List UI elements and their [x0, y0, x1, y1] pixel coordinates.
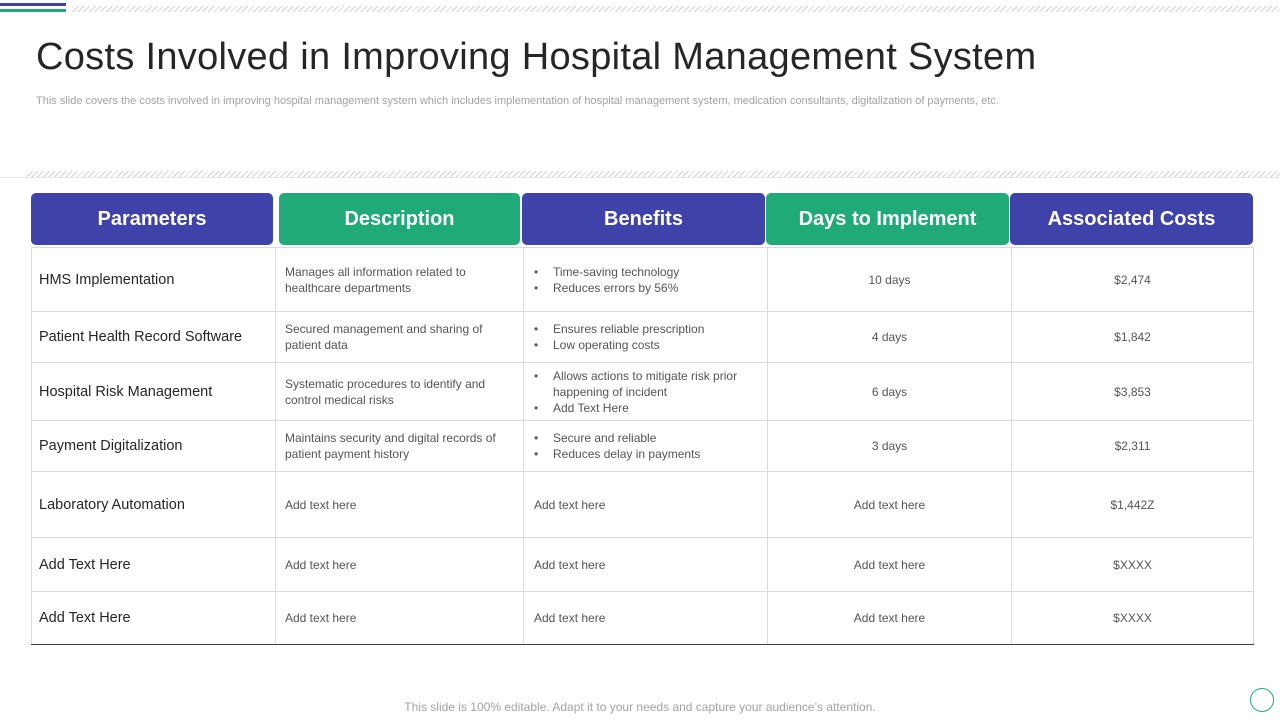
description-cell: Manages all information related to healthcare departments — [276, 248, 524, 312]
benefit-item: • Secure and reliable — [534, 430, 759, 446]
days-cell: Add text here — [768, 472, 1012, 538]
table-row — [32, 312, 1254, 363]
parameter-cell: Payment Digitalization — [32, 421, 276, 472]
table-row — [32, 592, 1254, 645]
description-cell: Maintains security and digital records of patient payment history — [276, 421, 524, 472]
benefits-cell — [524, 248, 768, 312]
cost-cell: $2,311 — [1012, 421, 1254, 472]
section-divider — [0, 177, 1280, 178]
parameter-cell: HMS Implementation — [32, 248, 276, 312]
header-description: Description — [279, 193, 520, 245]
parameter-cell: Hospital Risk Management — [32, 363, 276, 421]
parameter-cell: Add Text Here — [32, 538, 276, 592]
days-cell: 4 days — [768, 312, 1012, 363]
benefits-cell: Add text here — [524, 472, 768, 538]
table-row — [32, 248, 1254, 312]
days-cell: 6 days — [768, 363, 1012, 421]
top-dotted-rule — [72, 6, 1280, 12]
page-title: Costs Involved in Improving Hospital Management System — [36, 36, 1037, 78]
table-row — [32, 363, 1254, 421]
cost-cell: $2,474 — [1012, 248, 1254, 312]
benefits-cell — [524, 312, 768, 363]
description-cell: Systematic procedures to identify and control medical risks — [276, 363, 524, 421]
description-cell: Add text here — [276, 472, 524, 538]
days-cell: 10 days — [768, 248, 1012, 312]
cost-cell: $XXXX — [1012, 592, 1254, 645]
table-row — [32, 472, 1254, 538]
description-cell: Secured management and sharing of patient data — [276, 312, 524, 363]
benefit-item: • Reduces errors by 56% — [534, 280, 759, 296]
benefit-item: • Low operating costs — [534, 337, 759, 353]
cost-cell: $1,842 — [1012, 312, 1254, 363]
accent-line-green — [0, 9, 66, 12]
days-cell: 3 days — [768, 421, 1012, 472]
page-subtitle: This slide covers the costs involved in improving hospital management system which includes implementation of hospital management system, medication consultants, digitalization of payments, etc. — [36, 95, 999, 107]
table-row — [32, 538, 1254, 592]
description-cell: Add text here — [276, 592, 524, 645]
header-days-to-implement: Days to Implement — [766, 193, 1009, 245]
benefit-item: • Allows actions to mitigate risk prior happening of incident — [534, 368, 759, 400]
benefit-item: • Ensures reliable prescription — [534, 321, 759, 337]
benefits-cell — [524, 363, 768, 421]
benefits-cell — [524, 421, 768, 472]
cost-cell: $1,442Z — [1012, 472, 1254, 538]
header-parameters: Parameters — [31, 193, 273, 245]
cost-cell: $XXXX — [1012, 538, 1254, 592]
benefit-item: • Add Text Here — [534, 400, 759, 416]
benefits-cell: Add text here — [524, 592, 768, 645]
costs-table — [31, 247, 1254, 645]
circle-decoration — [1250, 688, 1274, 712]
cost-cell: $3,853 — [1012, 363, 1254, 421]
benefit-item: • Time-saving technology — [534, 264, 759, 280]
accent-line-blue — [0, 3, 66, 6]
description-cell: Add text here — [276, 538, 524, 592]
benefit-item: • Reduces delay in payments — [534, 446, 759, 462]
table-row — [32, 421, 1254, 472]
days-cell: Add text here — [768, 592, 1012, 645]
footer-note: This slide is 100% editable. Adapt it to your needs and capture your audience’s attention. — [404, 700, 876, 714]
parameter-cell: Patient Health Record Software — [32, 312, 276, 363]
benefits-cell: Add text here — [524, 538, 768, 592]
days-cell: Add text here — [768, 538, 1012, 592]
parameter-cell: Add Text Here — [32, 592, 276, 645]
header-benefits: Benefits — [522, 193, 765, 245]
header-associated-costs: Associated Costs — [1010, 193, 1253, 245]
parameter-cell: Laboratory Automation — [32, 472, 276, 538]
